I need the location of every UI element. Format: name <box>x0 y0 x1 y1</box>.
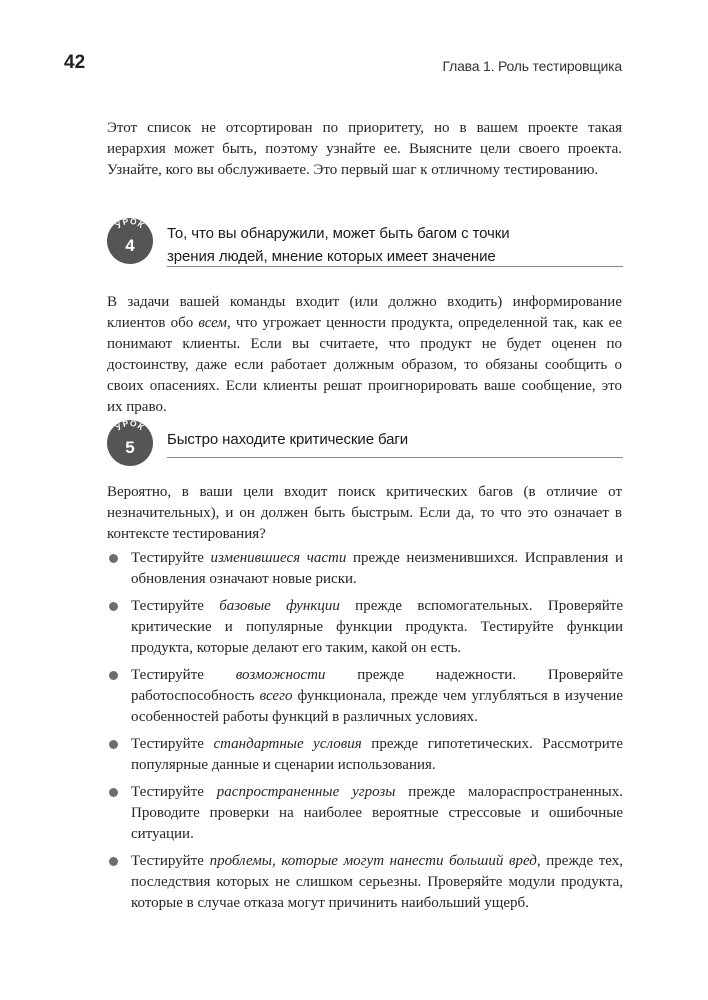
list-item-text: прежде гипотетических. Рассмотрите популярные данные и сценарии использования. <box>131 736 624 773</box>
lesson-4-title-line-1: То, что вы обнаружили, может быть багом с точки <box>167 225 510 242</box>
list-item-text: прежде надежности. Проверяйте работоспособность <box>131 667 624 704</box>
lesson-4-text-a: В задачи вашей команды входит (или должно входить) информирование клиентов обо <box>107 294 622 331</box>
lesson-4-badge <box>107 218 153 264</box>
bullet-icon <box>109 671 118 680</box>
list-item <box>107 548 623 590</box>
lesson-5-badge-word: УРОК <box>113 420 147 433</box>
lesson-5-badge-number: 5 <box>125 438 135 457</box>
list-item <box>107 665 623 728</box>
lesson-4-emphasis: всем <box>198 315 228 331</box>
list-item-text: прежде неизменившихся. Исправления и обновления означают новые риски. <box>131 550 623 587</box>
list-item-text: Тестируйте <box>131 550 211 566</box>
list-item-text: Тестируйте <box>131 667 236 683</box>
page-number: 42 <box>64 52 86 73</box>
bullet-icon <box>109 857 118 866</box>
bullet-icon <box>109 740 118 749</box>
svg-text:УРОК <box>114 420 147 432</box>
priority-list <box>107 548 623 920</box>
lesson-5-rule <box>167 457 623 458</box>
lesson-4-title <box>167 222 623 268</box>
list-item-emphasis: возможности <box>235 667 326 683</box>
list-item-text: , прежде тех, последствия которых не слишком серьезны. Проверяйте модули продукта, которые в случае отказа могут причинить наибольший ущерб. <box>131 853 624 911</box>
list-item <box>107 851 623 914</box>
lesson-4-paragraph <box>107 292 622 418</box>
list-item-text: функционала, прежде чем углубляться в изучение особенностей работы функций в различных условиях. <box>131 688 623 725</box>
list-item <box>107 734 623 776</box>
list-item-emphasis: всего <box>259 688 293 704</box>
list-item-emphasis: стандартные условия <box>213 736 362 752</box>
list-item-emphasis: базовые функции <box>219 598 340 614</box>
list-item-text: прежде малораспространенных. Проводите проверки на наиболее вероятные стрессовые и ошибочные ситуации. <box>131 784 623 842</box>
svg-text:УРОК <box>114 218 147 230</box>
lesson-5-paragraph: Вероятно, в ваши цели входит поиск критических багов (в отличие от незначительных), и он должен быть быстрым. Если да, то что это означает в контексте тестирования? <box>107 484 622 542</box>
list-item-text: прежде вспомогательных. Проверяйте критические и популярные функции продукта. Тестируйте функции продукта, которые делают его таким, какой он есть. <box>131 598 623 656</box>
lesson-4-badge-word: УРОК <box>113 218 147 231</box>
list-item <box>107 782 623 845</box>
lesson-4-badge-number: 4 <box>125 236 135 255</box>
list-item-text: Тестируйте <box>131 598 220 614</box>
bullet-icon <box>109 554 118 563</box>
lesson-5-badge <box>107 420 153 466</box>
lesson-4-heading <box>107 218 623 270</box>
bullet-icon <box>109 602 118 611</box>
chapter-title: Глава 1. Роль тестировщика <box>442 58 622 74</box>
list-item-text: Тестируйте <box>131 853 210 869</box>
bullet-icon <box>109 788 118 797</box>
list-item <box>107 596 623 659</box>
list-item-emphasis: распространенные угрозы <box>216 784 396 800</box>
lesson-4-rule <box>167 266 623 267</box>
lesson-5-title: Быстро находите критические баги <box>167 431 409 448</box>
lesson-5-heading <box>107 420 623 466</box>
list-item-emphasis: изменившиеся части <box>210 550 347 566</box>
list-item-text: Тестируйте <box>131 784 217 800</box>
lesson-4-text-b: , что угрожает ценности продукта, определенной так, как ее понимают клиенты. Если вы считаете, что продукт не будет оценен по достоинству, даже если работает должным образом, то обязаны сообщить о своих опасениях. Если клиенты решат проигнорировать ваше сообщение, это их право. <box>107 315 622 415</box>
intro-paragraph: Этот список не отсортирован по приоритету, но в вашем проекте такая иерархия может быть, поэтому узнайте ее. Выясните цели своего проекта. Узнайте, кого вы обслуживаете. Это первый шаг к отличному тестированию. <box>107 120 622 178</box>
running-head <box>64 52 622 84</box>
lesson-4-title-line-2: зрения людей, мнение которых имеет значение <box>167 248 496 265</box>
list-item-emphasis: проблемы, которые могут нанести больший вред <box>209 853 537 869</box>
list-item-text: Тестируйте <box>131 736 214 752</box>
